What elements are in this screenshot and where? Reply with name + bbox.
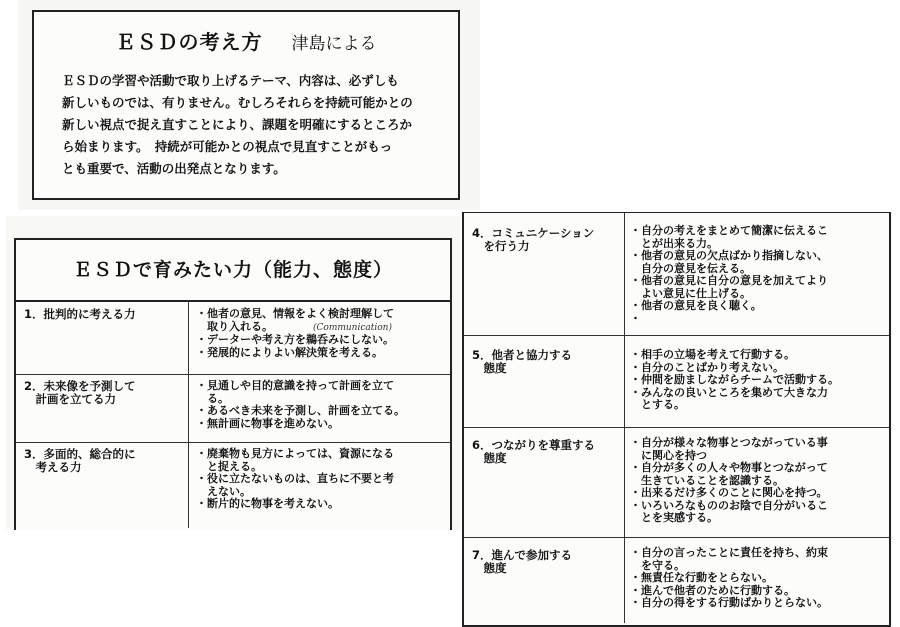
row-label	[472, 549, 572, 575]
body-line: とも重要で、活動の出発点となります。	[62, 161, 286, 176]
table-row	[464, 427, 889, 538]
row-item: ・仲間を励ましながらチームで活動する。	[630, 373, 839, 386]
row-label-line: 態度	[472, 561, 507, 575]
esd-concept-title: ＥＳＤの考え方	[115, 30, 263, 54]
row-label-line: 態度	[472, 451, 507, 465]
body-line: 新しい視点で捉え直すことにより、課題を明確にするところか	[62, 117, 413, 132]
row-label-line: 計画を立てる力	[24, 392, 116, 406]
row-label-line: 6．つながりを尊重する	[472, 438, 596, 452]
row-item: と捉える。	[196, 459, 262, 473]
row-label-line: 考える力	[24, 460, 82, 474]
column-divider	[624, 427, 625, 537]
column-divider	[624, 335, 625, 427]
row-items	[196, 308, 394, 359]
handwritten-note: (Communication)	[313, 322, 392, 333]
row-item: ・自分の得をする行動ばかりとらない。	[630, 596, 828, 609]
table-row	[16, 302, 450, 375]
row-label-line: 5．他者と協力する	[472, 348, 573, 362]
row-items	[630, 349, 839, 412]
row-label-line: 7．進んで参加する	[472, 548, 573, 562]
table-row	[464, 335, 889, 428]
row-item: 取り入れる。 (Communication)	[196, 319, 392, 333]
row-items	[196, 448, 394, 511]
row-label-line: 4．コミュニケーション	[472, 226, 595, 240]
column-divider	[188, 302, 189, 374]
row-label-line: 1．批判的に考える力	[24, 307, 136, 321]
esd-concept-author: 津島による	[291, 34, 377, 54]
scan-sheet-right	[462, 212, 892, 627]
row-label	[472, 439, 595, 465]
column-divider	[624, 213, 625, 335]
table-row	[16, 442, 450, 528]
row-item: えない。	[196, 484, 251, 498]
row-items	[196, 380, 405, 430]
table-row	[464, 213, 889, 336]
row-items	[630, 437, 828, 525]
row-item: る。	[196, 391, 229, 405]
esd-concept-body	[62, 70, 446, 180]
row-label-line: 3．多面的、総合的に	[24, 447, 136, 461]
row-item: を守る。	[630, 558, 685, 572]
row-item: ・進んで他者のために行動する。	[630, 583, 795, 597]
row-item: ・無責任な行動をとらない。	[630, 571, 773, 584]
row-item: ・自分の言ったことに責任を持ち、約束	[630, 546, 828, 559]
row-item: ・廃棄物も見方によっては、資源になる	[196, 447, 394, 460]
row-item: ・データーや考え方を鵜呑みにしない。	[196, 333, 394, 346]
row-label-line: 態度	[472, 361, 507, 375]
row-label-line: を行う力	[472, 239, 530, 253]
row-item: とする。	[630, 398, 685, 411]
abilities-table	[14, 238, 452, 530]
row-label	[472, 227, 594, 253]
row-item: ・他者の意見を良く聴く。	[630, 299, 762, 312]
column-divider	[624, 537, 625, 623]
row-item: ・いろいろなもののお陰で自分がいるこ	[630, 498, 828, 512]
row-item: に関心を持つ	[630, 448, 707, 462]
row-label-line: 2．未来像を予測して	[24, 379, 136, 393]
row-item: ・出来るだけ多くのことに関心を持つ。	[630, 486, 828, 499]
row-items	[630, 225, 828, 325]
body-line: 新しいものでは、有りません。むしろそれらを持続可能かとの	[62, 95, 413, 110]
row-item: 自分の意見を伝える。	[630, 261, 751, 275]
body-line: ら始まります。 持続が可能かとの視点で見直すことがもっ	[62, 139, 393, 154]
row-label	[24, 448, 136, 474]
row-item: ・相手の立場を考えて行動する。	[630, 348, 795, 361]
row-label	[24, 308, 136, 321]
row-item: ・自分の考えをまとめて簡潔に伝えるこ	[630, 224, 828, 237]
row-item: ・あるべき未来を予測し、計画を立てる。	[196, 404, 405, 417]
row-item: ・他者の意見に自分の意見を加えてより	[630, 274, 828, 287]
row-item: ・みんなの良いところを集めて大きな力	[630, 385, 828, 399]
row-items	[630, 547, 828, 610]
row-label	[24, 380, 136, 406]
esd-concept-box	[32, 10, 460, 200]
body-line: ＥＳＤの学習や活動で取り上げるテーマ、内容は、必ずしも	[62, 73, 399, 88]
row-label	[472, 349, 572, 375]
row-item: よい意見に仕上げる。	[630, 286, 751, 300]
row-item: ・断片的に物事を考えない。	[196, 497, 339, 510]
table-row	[464, 537, 889, 623]
row-item: ・他者の意見、情報をよく検討理解して	[196, 307, 394, 320]
row-item: 生きていることを認識する。	[630, 473, 784, 487]
scan-sheet-left	[6, 216, 461, 530]
row-item: ・無計画に物事を進めない。	[196, 416, 339, 430]
row-item: ・自分が様々な物事とつながっている事	[630, 436, 828, 449]
row-item: ・役に立たないものは、直ちに不要と考	[196, 472, 394, 485]
row-item: ・他者の意見の欠点ばかり指摘しない、	[630, 249, 828, 262]
column-divider	[188, 374, 189, 442]
row-item: ・自分のことばかり考えない。	[630, 360, 784, 374]
column-divider	[188, 442, 189, 528]
esd-concept-heading	[34, 26, 458, 55]
row-item: ・見通しや目的意識を持って計画を立て	[196, 379, 394, 392]
abilities-table-title: ＥＳＤで育みたい力（能力、態度）	[16, 240, 450, 302]
abilities-table-continued	[462, 212, 891, 627]
row-item: ・発展的によりよい解決策を考える。	[196, 345, 383, 359]
row-item: ・自分が多くの人々や物事とつながって	[630, 461, 828, 474]
table-row	[16, 374, 450, 443]
row-item: とが出来る力。	[630, 236, 718, 250]
row-item: ・	[630, 311, 641, 325]
scan-sheet-top	[18, 0, 480, 210]
row-item: とを実感する。	[630, 511, 718, 524]
